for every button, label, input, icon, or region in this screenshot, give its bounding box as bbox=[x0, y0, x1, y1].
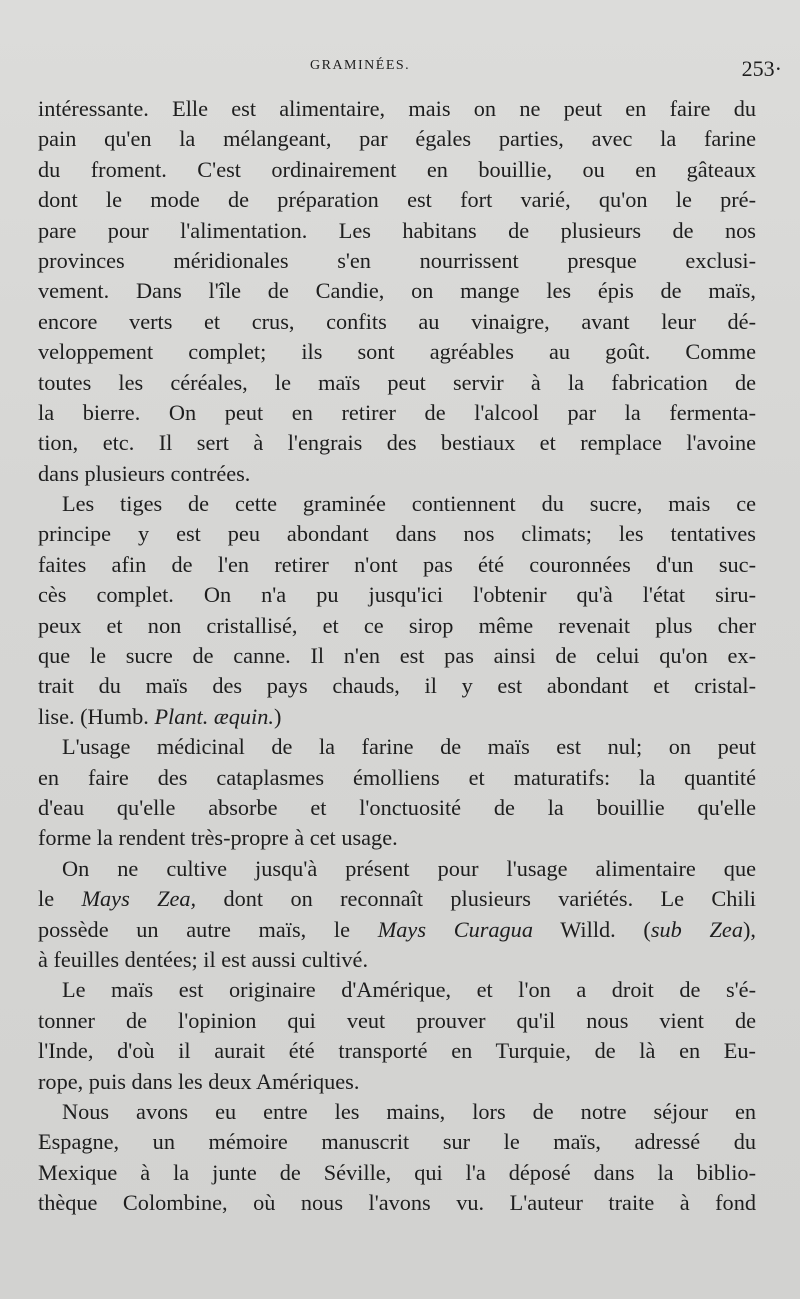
text-line: dans plusieurs contrées. bbox=[38, 460, 251, 486]
body-text bbox=[38, 94, 756, 1218]
text-line: Nous avons eu entre les mains, lors de notre séjour en bbox=[62, 1098, 756, 1124]
text-line: la bierre. On peut en retirer de l'alcool par la fermenta- bbox=[38, 399, 756, 425]
text-line: thèque Colombine, où nous l'avons vu. L'auteur traite à fond bbox=[38, 1190, 756, 1216]
species-name-italic: sub Zea bbox=[650, 916, 743, 942]
text-line bbox=[38, 915, 756, 945]
text-span: lise. (Humb. bbox=[38, 703, 155, 729]
text-line: principe y est peu abondant dans nos climats; les tentatives bbox=[38, 521, 756, 547]
text-line: en faire des cataplasmes émolliens et maturatifs: la quantité bbox=[38, 764, 756, 790]
species-name-italic: Mays Zea, bbox=[81, 886, 197, 912]
text-line: tion, etc. Il sert à l'engrais des bestiaux et remplace l'avoine bbox=[38, 430, 756, 456]
text-line: d'eau qu'elle absorbe et l'onctuosité de la bouillie qu'elle bbox=[38, 794, 756, 820]
page-number: 253· bbox=[741, 56, 782, 81]
text-line: vement. Dans l'île de Candie, on mange les épis de maïs, bbox=[38, 278, 756, 304]
text-line: peux et non cristallisé, et ce sirop même revenait plus cher bbox=[38, 612, 756, 638]
text-span: possède un autre maïs, le bbox=[38, 916, 378, 942]
text-line: L'usage médicinal de la farine de maïs est nul; on peut bbox=[62, 734, 756, 760]
text-line: provinces méridionales s'en nourrissent presque exclusi- bbox=[38, 247, 756, 273]
text-line: Les tiges de cette graminée contiennent du sucre, mais ce bbox=[62, 491, 756, 517]
text-span: Willd. ( bbox=[532, 916, 651, 942]
text-line: pare pour l'alimentation. Les habitans de plusieurs de nos bbox=[38, 217, 756, 243]
paragraph-1 bbox=[38, 94, 756, 489]
paragraph-6 bbox=[38, 1097, 756, 1219]
text-line bbox=[38, 884, 756, 914]
text-span: ) bbox=[273, 703, 282, 729]
text-span: ), bbox=[742, 916, 756, 942]
text-line: faites afin de l'en retirer n'ont pas été couronnées d'un suc- bbox=[38, 551, 756, 577]
text-line: On ne cultive jusqu'à présent pour l'usage alimentaire que bbox=[62, 855, 756, 881]
text-line: cès complet. On n'a pu jusqu'ici l'obtenir qu'à l'état siru- bbox=[38, 582, 756, 608]
text-line: intéressante. Elle est alimentaire, mais on ne peut en faire du bbox=[38, 96, 756, 121]
text-line: encore verts et crus, confits au vinaigre, avant leur dé- bbox=[38, 308, 756, 334]
paragraph-5 bbox=[38, 975, 756, 1097]
text-line: rope, puis dans les deux Amériques. bbox=[38, 1068, 360, 1094]
species-name-italic: Mays Curagua bbox=[377, 916, 533, 942]
paragraph-4 bbox=[38, 854, 756, 976]
text-line: Le maïs est originaire d'Amérique, et l'on a droit de s'é- bbox=[62, 977, 756, 1003]
text-line: l'Inde, d'où il aurait été transporté en Turquie, de là en Eu- bbox=[38, 1038, 756, 1064]
text-line: Espagne, un mémoire manuscrit sur le maïs, adressé du bbox=[38, 1129, 756, 1155]
text-line: dont le mode de préparation est fort varié, qu'on le pré- bbox=[38, 187, 756, 213]
text-line: tonner de l'opinion qui veut prouver qu'il nous vient de bbox=[38, 1007, 756, 1033]
citation-italic: Plant. æquin. bbox=[154, 703, 274, 729]
text-line: que le sucre de canne. Il n'en est pas ainsi de celui qu'on ex- bbox=[38, 643, 756, 669]
text-line: veloppement complet; ils sont agréables au goût. Comme bbox=[38, 339, 756, 365]
text-line: pain qu'en la mélangeant, par égales parties, avec la farine bbox=[38, 126, 756, 152]
text-span: dont on reconnaît plusieurs variétés. Le Chili bbox=[196, 886, 756, 912]
text-line: toutes les céréales, le maïs peut servir à la fabrication de bbox=[38, 369, 756, 395]
paragraph-2 bbox=[38, 489, 756, 732]
text-span: le bbox=[38, 886, 82, 912]
text-line: forme la rendent très-propre à cet usage. bbox=[38, 825, 398, 851]
text-line: à feuilles dentées; il est aussi cultivé. bbox=[38, 946, 369, 972]
text-line: du froment. C'est ordinairement en bouillie, ou en gâteaux bbox=[38, 156, 756, 182]
running-head bbox=[50, 56, 790, 86]
text-line: Mexique à la junte de Séville, qui l'a déposé dans la biblio- bbox=[38, 1159, 756, 1185]
text-line bbox=[38, 702, 756, 732]
paragraph-3 bbox=[38, 732, 756, 854]
text-line: trait du maïs des pays chauds, il y est abondant et cristal- bbox=[38, 673, 756, 699]
running-head-title: GRAMINÉES. bbox=[310, 58, 411, 73]
